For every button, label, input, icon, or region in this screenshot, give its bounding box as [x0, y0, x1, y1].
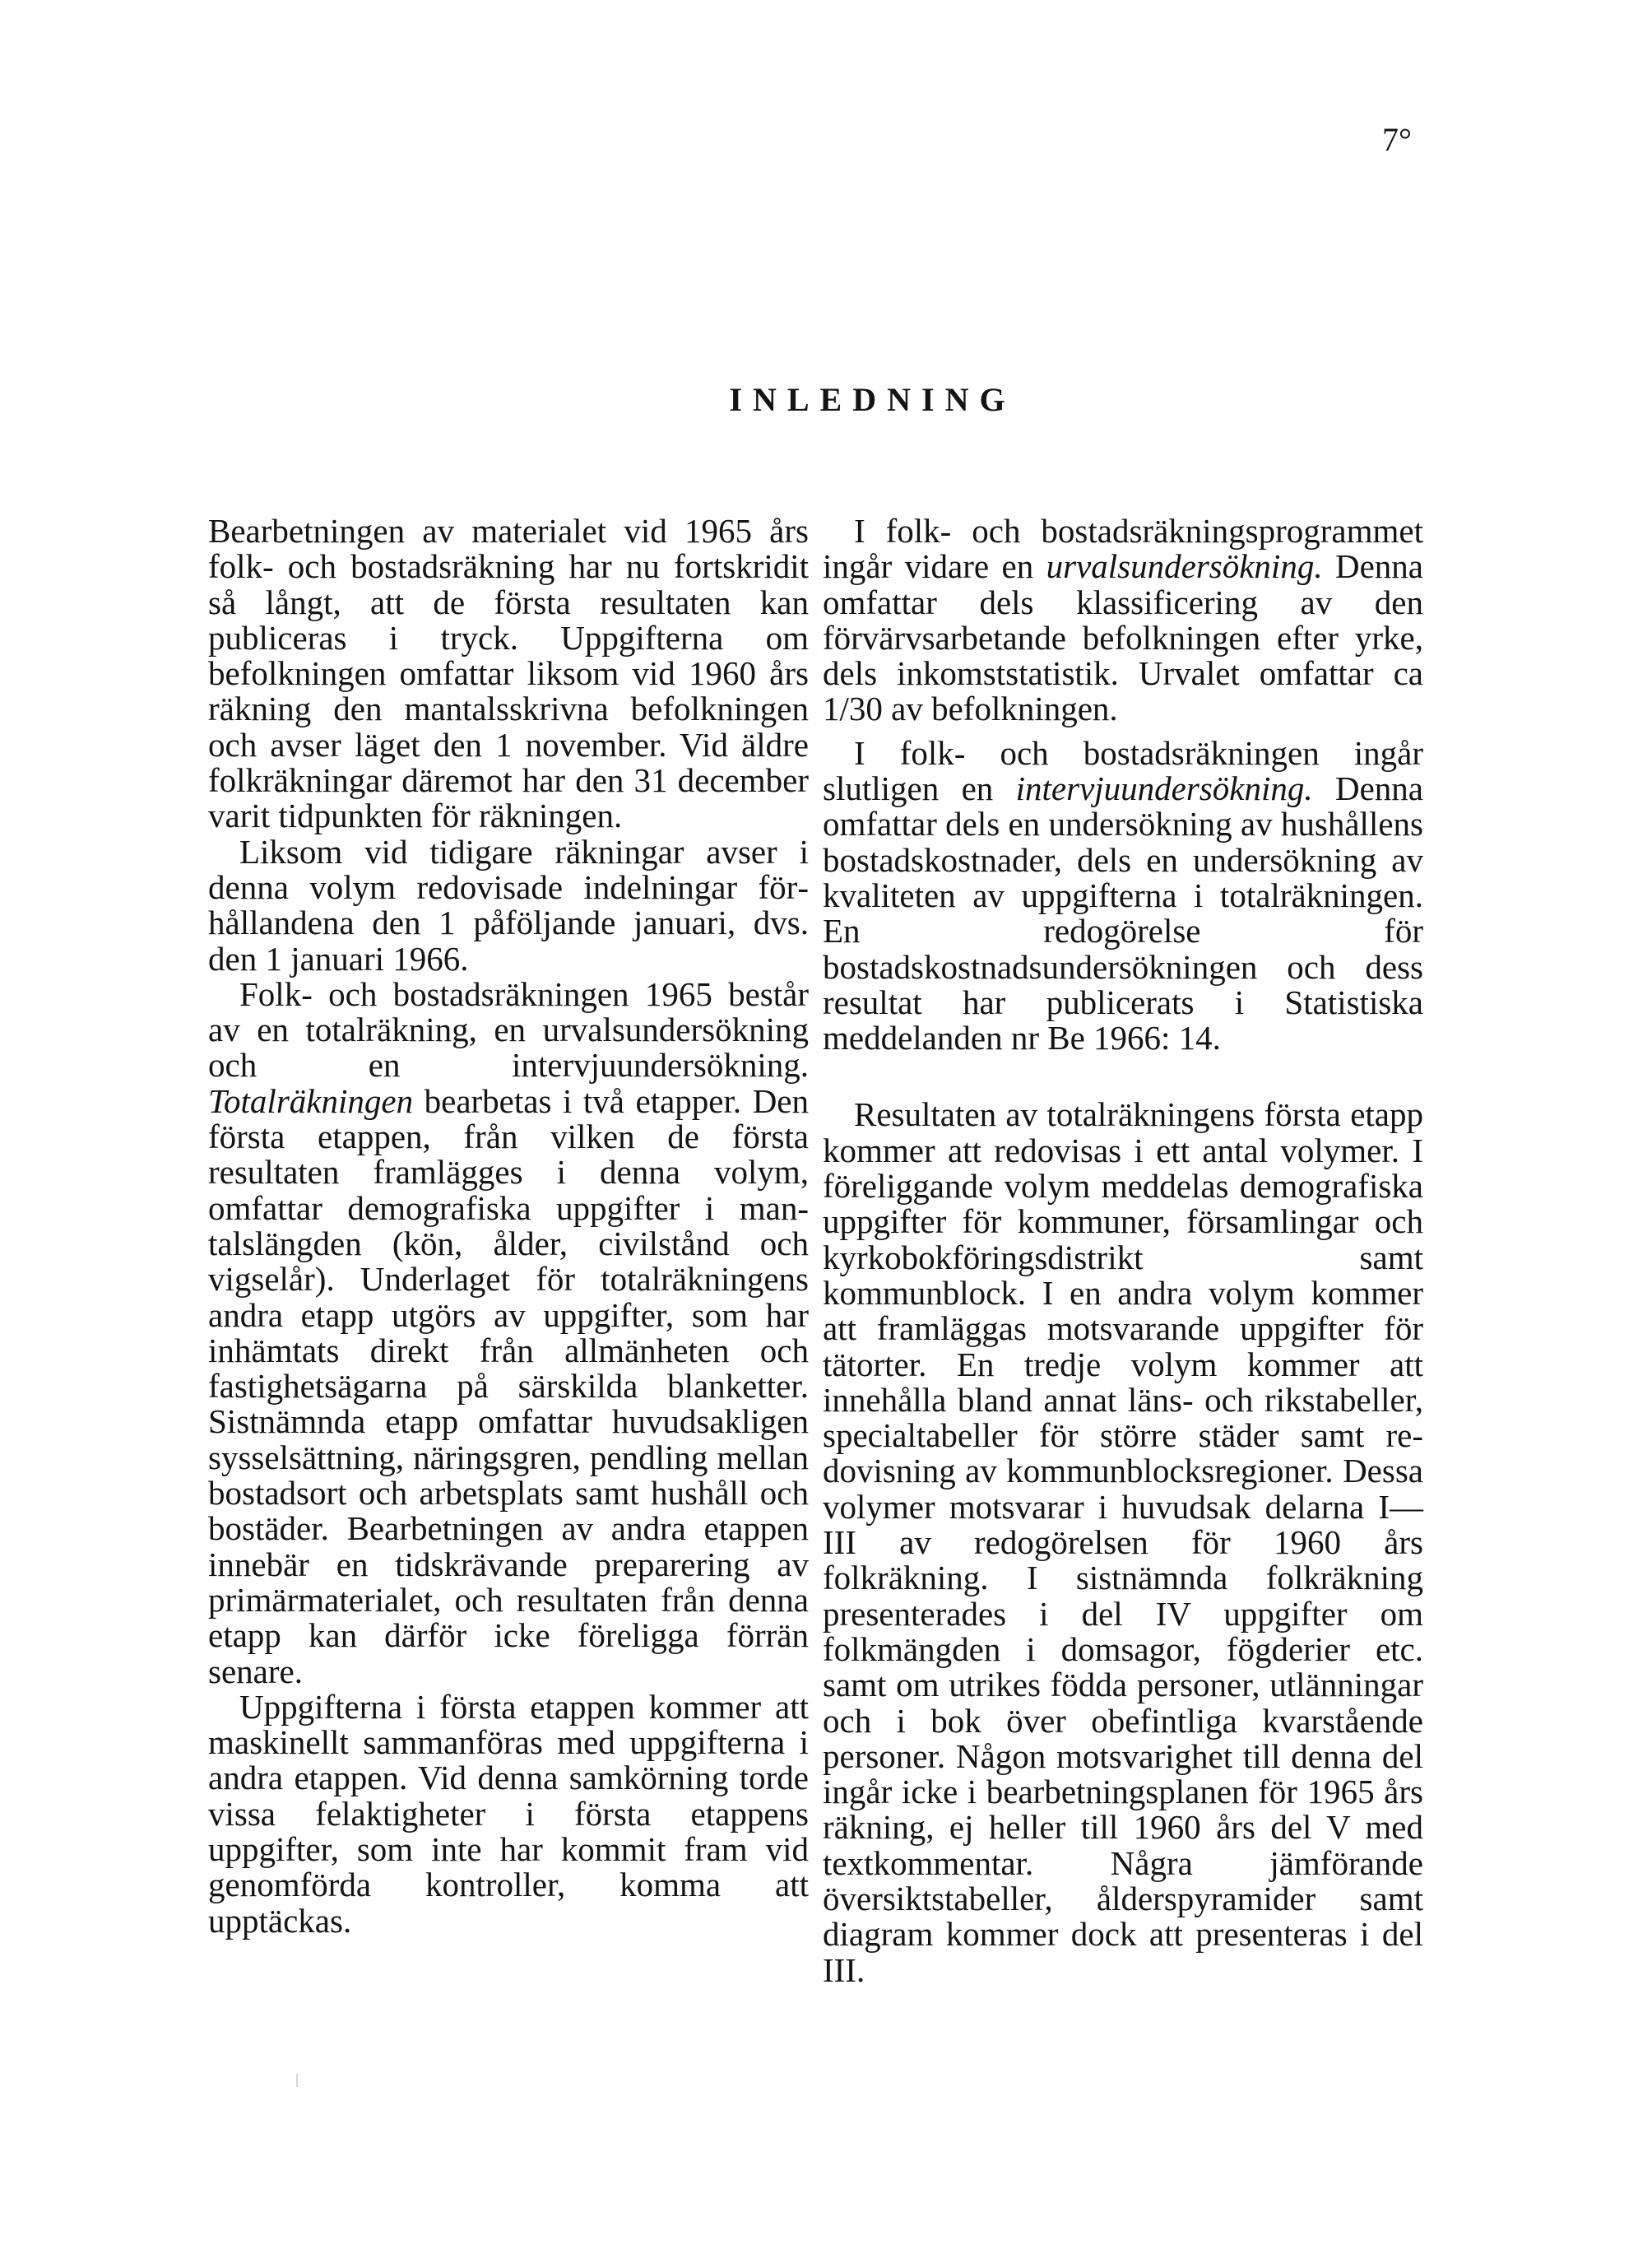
right-paragraph-1-italic: urvalsundersökning.	[1046, 547, 1323, 586]
left-paragraph-3-end: bearbetas i två etapper. Den första etappen, från vilken de första resultaten framlägges i denna volym, omfattar demografiska uppgifter i mantalslängden (kön, ålder, civilstånd och vigselår). Underlaget för totalräkningens andra etapp utgörs av uppgifter, som har inhämtats direkt från allmänheten och fastighetsägarna på särskilda blanketter. Sistnämnda etapp omfattar huvudsakligen sysselsättning, näringsgren, pendling mellan bostadsort och arbetsplats samt hushåll och bostäder. Bearbetningen av andra etappen innebär en tidskrävande preparering av primärmaterialet, och resultaten från denna etapp kan därför icke föreligga förrän senare.	[208, 1081, 809, 1690]
scan-mark	[296, 2074, 298, 2087]
right-paragraph-2-end: Denna omfattar dels en undersökning av hushållens bostadskostnader, dels en undersökning av kvaliteten av uppgifterna i totalräkningen. En redogörelse för bostadskostnadsundersökningen och dess resultat har publicerats i Statistiska meddelanden nr Be 1966: 14.	[823, 769, 1423, 1057]
page-title: INLEDNING	[729, 381, 1016, 418]
left-paragraph-3-start: Folk- och bostadsräkningen 1965 består av en totalräkning, en urvalsundersökning och en intervjuundersökning.	[208, 974, 809, 1085]
right-paragraph-2	[823, 733, 1423, 1057]
right-paragraph-1-start: I folk- och bostadsräkningsprogrammet ingår vidare en	[823, 512, 1423, 586]
page-number: 7°	[1382, 121, 1412, 158]
left-column	[208, 514, 809, 1939]
left-paragraph-3-italic: Totalräkningen	[208, 1081, 414, 1120]
right-paragraph-2-italic: intervjuundersökning.	[1015, 769, 1313, 808]
left-paragraph-1: Bearbetningen av materialet vid 1965 års folk- och bostadsräkning har nu fortskridit så långt, att de första resultaten kan publiceras i tryck. Uppgifterna om befolkningen omfattar liksom vid 1960 års räkning den mantalsskrivna befolkningen och avser läget den 1 november. Vid äldre folkräkningar däremot har den 31 december varit tidpunkten för räkningen.	[208, 512, 809, 835]
right-paragraph-1	[823, 514, 1423, 727]
right-column	[823, 514, 1423, 1988]
left-paragraph-2: Liksom vid tidigare räkningar avser i denna volym redovisade indelningar förhållandena den 1 påföljande januari, dvs. den 1 januari 1966.	[208, 832, 809, 978]
right-paragraph-3: Resultaten av totalräkningens första etapp kommer att redovisas i ett antal volymer. I föreliggande volym meddelas demografiska uppgifter för kommuner, församlingar och kyrkobokföringsdistrikt samt kommunblock. I en andra volym kommer att framläggas motsvarande uppgifter för tätorter. En tredje volym kommer att innehålla bland annat läns- och rikstabeller, specialtabeller för större städer samt redovisning av kommunblocksregioner. Dessa volymer motsvarar i huvudsak delarna I—III av redogörelsen för 1960 års folkräkning. I sistnämnda folkräkning presenterades i del IV uppgifter om folkmängden i domsagor, fögderier etc. samt om utrikes födda personer, utlänningar och i bok över obefintliga kvarstående personer. Någon motsvarighet till denna del ingår icke i bearbetningsplanen för 1965 års räkning, ej heller till 1960 års del V med textkommentar. Några jämförande översiktstabeller, ålderspyramider samt diagram kommer dock att presenteras i del III.	[823, 1095, 1423, 1989]
left-paragraph-4: Uppgifterna i första etappen kommer att maskinellt sammanföras med uppgifterna i andra etappen. Vid denna samkörning torde vissa felaktigheter i första etappens uppgifter, som inte har kommit fram vid genomförda kontroller, komma att upptäckas.	[208, 1687, 809, 1940]
right-paragraph-2-start: I folk- och bostadsräkningen ingår slutligen en	[823, 733, 1423, 808]
left-paragraph-3	[208, 974, 809, 1690]
right-paragraph-1-end: Denna omfattar dels klassificering av den förvärvsarbetande befolkningen efter yrke, dels inkomststatistik. Urvalet omfattar ca 1/30 av befolkningen.	[823, 547, 1423, 728]
